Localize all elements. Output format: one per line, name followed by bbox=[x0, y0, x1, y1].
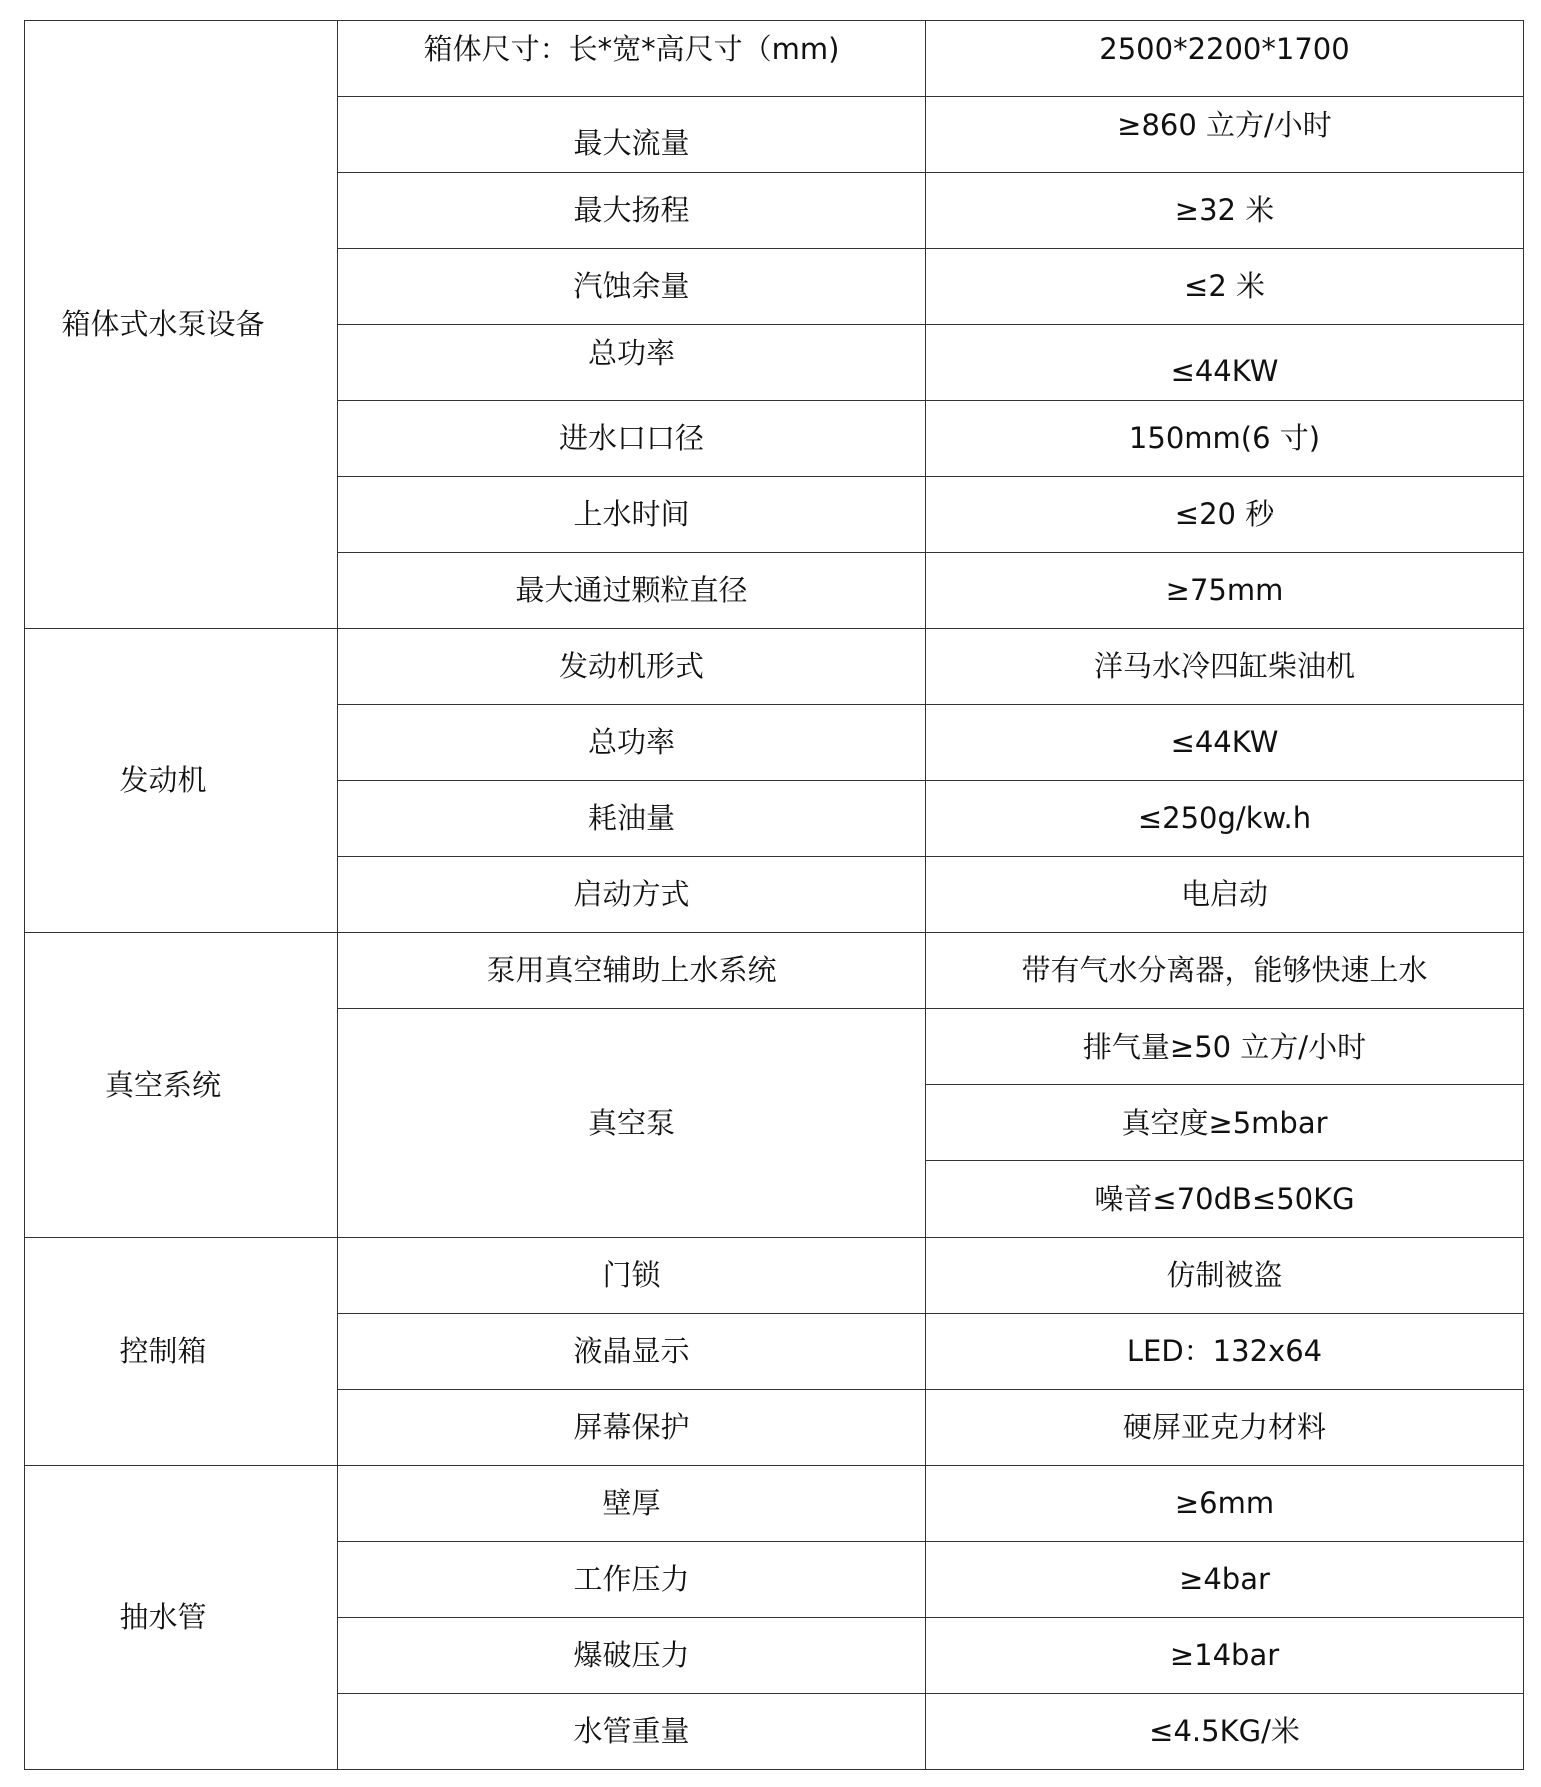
value-cell: ≤250g/kw.h bbox=[926, 781, 1524, 857]
table-row bbox=[25, 629, 1524, 705]
spec-table bbox=[24, 20, 1524, 1770]
value-cell: LED：132x64 bbox=[926, 1313, 1524, 1389]
item-cell: 爆破压力 bbox=[338, 1617, 926, 1693]
category-cell: 控制箱 bbox=[25, 1237, 338, 1465]
value-cell: 电启动 bbox=[926, 857, 1524, 933]
item-cell: 壁厚 bbox=[338, 1465, 926, 1541]
table-row bbox=[25, 21, 1524, 97]
value-cell: 仿制被盗 bbox=[926, 1237, 1524, 1313]
vacuum-pump-cell: 真空泵 bbox=[338, 1009, 926, 1237]
item-cell: 最大扬程 bbox=[338, 173, 926, 249]
value-cell: 真空度≥5mbar bbox=[926, 1085, 1524, 1161]
value-cell: 排气量≥50 立方/小时 bbox=[926, 1009, 1524, 1085]
item-cell: 耗油量 bbox=[338, 781, 926, 857]
value-cell: ≤44KW bbox=[926, 705, 1524, 781]
item-cell: 最大通过颗粒直径 bbox=[338, 553, 926, 629]
item-cell: 箱体尺寸：长*宽*高尺寸（mm) bbox=[338, 21, 926, 97]
table-row bbox=[25, 1465, 1524, 1541]
value-cell: 150mm(6 寸) bbox=[926, 401, 1524, 477]
value-cell: 带有气水分离器，能够快速上水 bbox=[926, 933, 1524, 1009]
item-cell: 总功率 bbox=[338, 705, 926, 781]
category-cell: 抽水管 bbox=[25, 1465, 338, 1769]
value-cell: 2500*2200*1700 bbox=[926, 21, 1524, 97]
item-cell: 水管重量 bbox=[338, 1693, 926, 1769]
value-cell: ≥6mm bbox=[926, 1465, 1524, 1541]
value-cell: ≥4bar bbox=[926, 1541, 1524, 1617]
value-cell: ≤44KW bbox=[926, 325, 1524, 401]
item-cell: 发动机形式 bbox=[338, 629, 926, 705]
value-cell: ≥860 立方/小时 bbox=[926, 97, 1524, 173]
item-cell: 工作压力 bbox=[338, 1541, 926, 1617]
category-cell: 真空系统 bbox=[25, 933, 338, 1237]
value-cell: 硬屏亚克力材料 bbox=[926, 1389, 1524, 1465]
value-cell: ≤20 秒 bbox=[926, 477, 1524, 553]
value-cell: ≤4.5KG/米 bbox=[926, 1693, 1524, 1769]
value-cell: ≥32 米 bbox=[926, 173, 1524, 249]
item-cell: 门锁 bbox=[338, 1237, 926, 1313]
value-cell: ≥14bar bbox=[926, 1617, 1524, 1693]
item-cell: 汽蚀余量 bbox=[338, 249, 926, 325]
value-cell: ≤2 米 bbox=[926, 249, 1524, 325]
value-cell: 噪音≤70dB≤50KG bbox=[926, 1161, 1524, 1237]
item-cell: 屏幕保护 bbox=[338, 1389, 926, 1465]
item-cell: 液晶显示 bbox=[338, 1313, 926, 1389]
value-cell: ≥75mm bbox=[926, 553, 1524, 629]
item-cell: 总功率 bbox=[338, 325, 926, 401]
table-row bbox=[25, 933, 1524, 1009]
category-cell: 箱体式水泵设备 bbox=[25, 21, 338, 629]
item-cell: 最大流量 bbox=[338, 97, 926, 173]
item-cell: 上水时间 bbox=[338, 477, 926, 553]
item-cell: 进水口口径 bbox=[338, 401, 926, 477]
category-cell: 发动机 bbox=[25, 629, 338, 933]
value-cell: 洋马水冷四缸柴油机 bbox=[926, 629, 1524, 705]
item-cell: 启动方式 bbox=[338, 857, 926, 933]
item-cell: 泵用真空辅助上水系统 bbox=[338, 933, 926, 1009]
table-row bbox=[25, 1237, 1524, 1313]
